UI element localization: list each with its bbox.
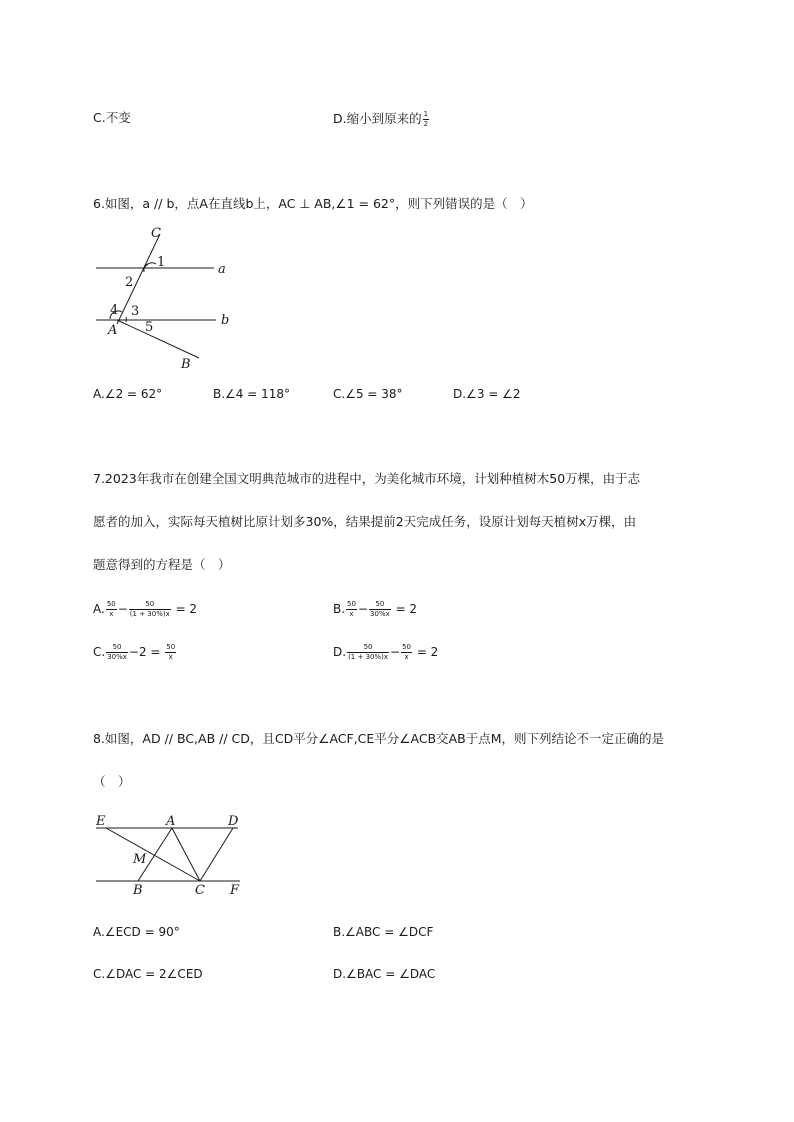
q5-option-c: C.不变 [93, 110, 131, 125]
q7-stem-line-2: 愿者的加入，实际每天植树比原计划多30%，结果提前2天完成任务，设原计划每天植树x万棵，由 [93, 514, 637, 529]
fraction: $\frac{50}{30\%x}$ [370, 600, 390, 618]
q7-stem-line-1: 7.2023年我市在创建全国文明典范城市的进程中，为美化城市环境，计划种植树木50万棵，由于志 [93, 471, 641, 486]
q6-label: 3 [131, 304, 140, 319]
minus-sign: − [117, 602, 128, 616]
q7-option-a [93, 600, 197, 619]
q7-stem-line-3: 题意得到的方程是（ ） [93, 557, 231, 572]
q6-stem: 6.如图，a // b，点A在直线b上，AC ⊥ AB,∠1 = 62°，则下列错误的是（ ） [93, 196, 533, 211]
q7-option-d-label: D. [333, 645, 347, 659]
fraction: $\frac{50}{x}$ [402, 643, 411, 661]
q6-label: A [108, 323, 118, 338]
q8-label: B [133, 883, 143, 898]
q6-option-a: A.∠2 = 62° [93, 387, 163, 401]
q6-label: a [218, 262, 226, 277]
q8-label: D [228, 814, 239, 829]
q8-label: F [230, 883, 240, 898]
minus-sign: − [390, 645, 401, 659]
fraction: $\frac{50}{x}$ [166, 643, 176, 661]
q5-option-d [333, 110, 430, 129]
q6-option-b: B.∠4 = 118° [213, 387, 291, 401]
q6-label: b [221, 313, 230, 328]
fraction: $\frac{50}{(1 + 30\%)x}$ [129, 600, 170, 618]
q8-segment-cd [200, 828, 233, 881]
fraction: $\frac{50}{x}$ [106, 600, 116, 618]
q8-stem-line-1: 8.如图，AD // BC,AB // CD，且CD平分∠ACF,CE平分∠ACB交AB于点M，则下列结论不一定正确的是 [93, 731, 665, 746]
q8-label: A [166, 814, 176, 829]
q6-label: 5 [145, 320, 154, 335]
q6-label: 1 [157, 255, 166, 270]
equation-rest: = 2 [175, 602, 198, 616]
q6-option-d: D.∠3 = ∠2 [453, 387, 521, 401]
q6-label: 2 [125, 275, 134, 290]
fraction: $\frac{50}{30\%x}$ [107, 643, 127, 661]
q6-label: B [181, 357, 191, 372]
q8-label: C [195, 883, 205, 898]
fraction: $\frac{50}{(1 + 30\%)x}$ [348, 643, 388, 661]
q8-figure [90, 810, 250, 900]
q7-option-c-label: C. [93, 645, 106, 659]
q8-option-c: C.∠DAC = 2∠CED [93, 967, 203, 981]
q7-option-b-label: B. [333, 602, 346, 616]
q7-option-a-label: A. [93, 602, 105, 616]
fraction: $\frac{50}{x}$ [347, 600, 356, 618]
q6-line-ab [117, 320, 199, 358]
q8-stem-line-2: （ ） [93, 774, 131, 789]
q8-option-d: D.∠BAC = ∠DAC [333, 967, 436, 981]
q7-option-d [333, 643, 438, 662]
q8-option-b: B.∠ABC = ∠DCF [333, 925, 434, 939]
q6-label: C [151, 226, 161, 241]
q6-figure [90, 220, 250, 375]
q7-option-c [93, 643, 177, 662]
q6-label: 4 [110, 303, 119, 318]
equation-middle: −2 = [128, 645, 161, 659]
q5-option-d-fraction: $\frac{1}{2}$ [423, 110, 429, 128]
equation-rest: = 2 [395, 602, 418, 616]
q8-option-a: A.∠ECD = 90° [93, 925, 180, 939]
equation-rest: = 2 [416, 645, 439, 659]
q8-label: M [133, 852, 147, 867]
q8-label: E [96, 814, 106, 829]
q5-option-d-text: D.缩小到原来的 [333, 111, 422, 126]
q6-option-c: C.∠5 = 38° [333, 387, 403, 401]
minus-sign: − [357, 602, 369, 616]
q7-option-b [333, 600, 417, 619]
